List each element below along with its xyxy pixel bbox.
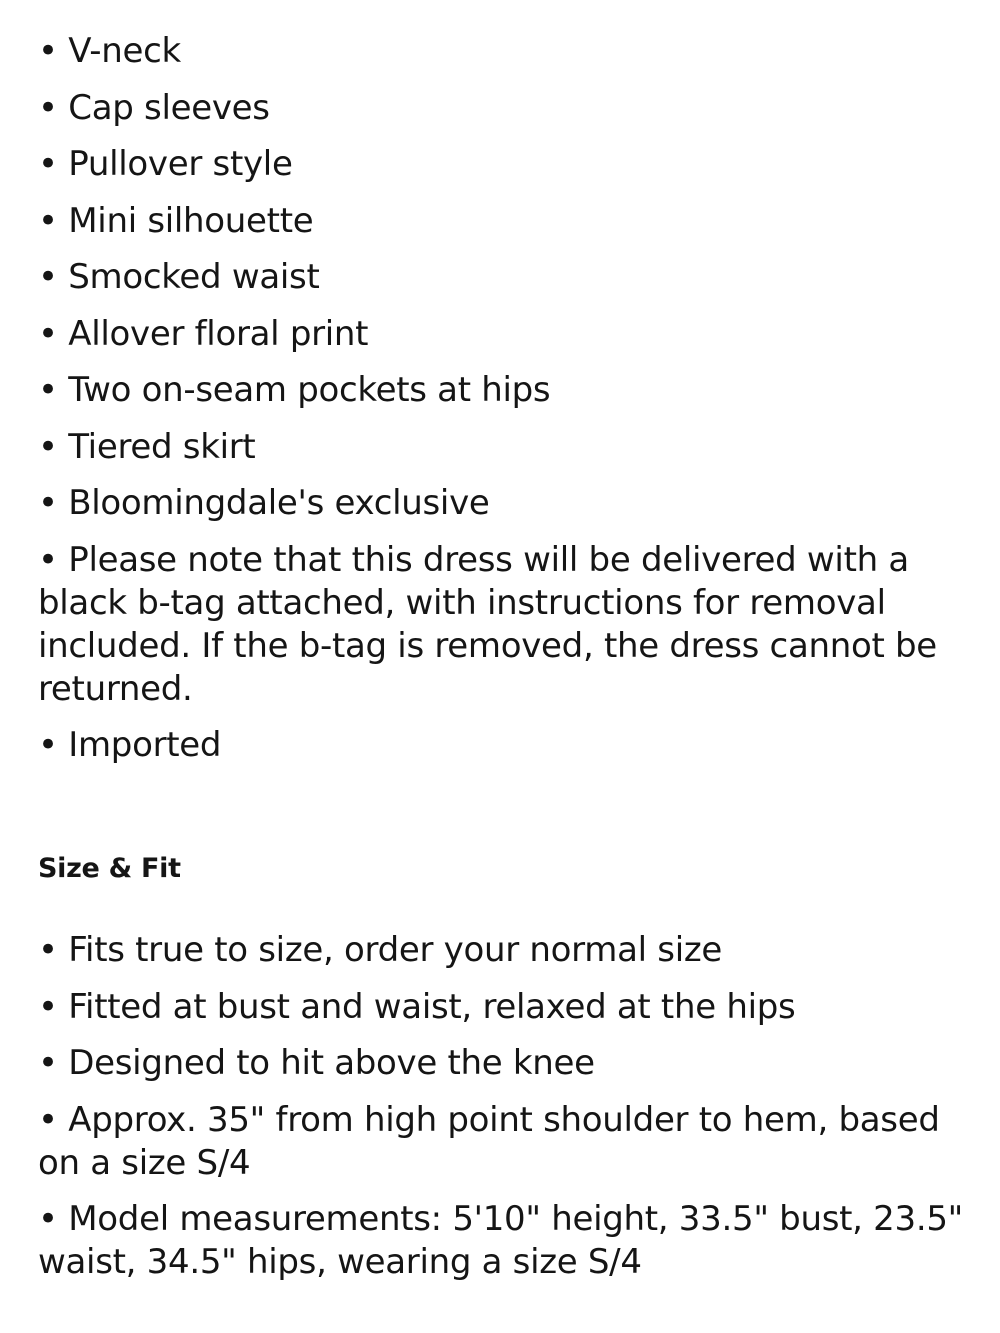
list-item: • Designed to hit above the knee: [38, 1043, 595, 1083]
list-item: • Imported: [38, 725, 222, 765]
list-item: • Mini silhouette: [38, 200, 314, 241]
product-description: [38, 30, 973, 1298]
list-item: • V-neck: [38, 31, 181, 71]
list-item: • Two on-seam pockets at hips: [38, 370, 551, 410]
list-item: • Fits true to size, order your normal size: [38, 930, 723, 970]
list-item: • Smocked waist: [38, 257, 320, 297]
details-list: [38, 30, 973, 767]
list-item: • Cap sleeves: [38, 87, 270, 128]
list-item: • Bloomingdale's exclusive: [38, 483, 490, 523]
list-item: • Pullover style: [38, 144, 293, 184]
list-item: • Allover floral print: [38, 313, 369, 354]
list-item: • Approx. 35" from high point shoulder to hem, based on a size S/4: [38, 1099, 940, 1183]
list-item: • Model measurements: 5'10" height, 33.5" bust, 23.5" waist, 34.5" hips, wearing a size S/4: [38, 1199, 963, 1282]
size-fit-heading: Size & Fit: [38, 853, 181, 884]
list-item: • Tiered skirt: [38, 426, 256, 467]
list-item: • Fitted at bust and waist, relaxed at the hips: [38, 986, 796, 1027]
list-item: • Please note that this dress will be delivered with a black b-tag attached, with instructions for removal included. If the b-tag is removed, the dress cannot be returned.: [38, 539, 937, 709]
size-fit-list: [38, 929, 973, 1284]
